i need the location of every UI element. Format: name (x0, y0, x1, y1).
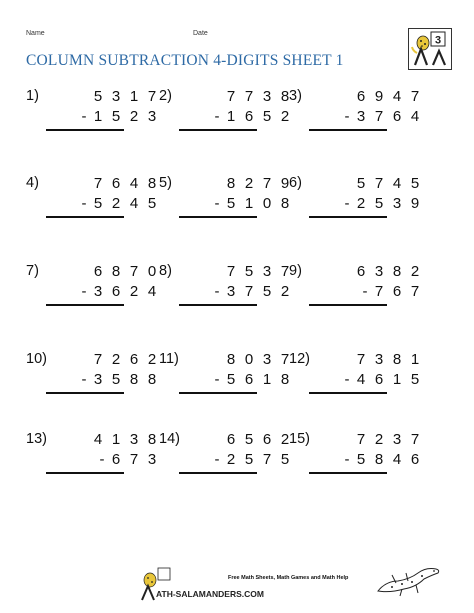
problem-number: 5) (159, 175, 172, 191)
worksheet-title: COLUMN SUBTRACTION 4-DIGITS SHEET 1 (26, 52, 344, 69)
minuend-digit: 5 (93, 88, 103, 105)
minuend-digit: 7 (226, 263, 236, 280)
subtrahend (193, 195, 289, 215)
subtrahend-digit: 5 (356, 451, 366, 468)
minuend-digit: 2 (111, 351, 121, 368)
minus-sign: - (344, 108, 350, 125)
subtrahend (60, 371, 156, 391)
problem-number: 8) (159, 263, 172, 279)
problem-14 (159, 423, 289, 483)
minus-sign: - (214, 195, 220, 212)
minuend-digit: 1 (129, 88, 139, 105)
name-label: Name (26, 30, 45, 37)
salamander-illustration (372, 563, 444, 604)
minuend-digit: 3 (374, 351, 384, 368)
subtrahend-digit: 1 (244, 195, 254, 212)
minuend (60, 88, 156, 108)
subtrahend-digit: 3 (147, 451, 157, 468)
date-label: Date (193, 30, 208, 37)
minuend (323, 88, 419, 108)
minuend-digit: 4 (129, 175, 139, 192)
problem-number: 4) (26, 175, 39, 191)
subtrahend-digit: 4 (147, 283, 157, 300)
minuend (60, 175, 156, 195)
answer-line (309, 392, 387, 394)
minuend-digit: 1 (111, 431, 121, 448)
subtrahend-digit: 2 (280, 108, 290, 125)
minuend (193, 175, 289, 195)
minuend-digit: 8 (147, 431, 157, 448)
minuend-digit: 5 (410, 175, 420, 192)
problem-number: 2) (159, 88, 172, 104)
minuend (60, 431, 156, 451)
subtrahend-digit: 2 (111, 195, 121, 212)
problem-10 (26, 343, 156, 403)
minuend (323, 431, 419, 451)
footer-brand-text: ATH-SALAMANDERS.COM (156, 589, 264, 599)
minuend-digit: 8 (392, 263, 402, 280)
subtrahend-digit: 4 (129, 195, 139, 212)
problem-number: 10) (26, 351, 47, 367)
subtrahend-digit: 6 (392, 108, 402, 125)
minus-sign: - (362, 283, 368, 300)
minuend-digit: 3 (374, 263, 384, 280)
subtrahend-digit: 8 (374, 451, 384, 468)
minuend-digit: 6 (356, 263, 366, 280)
minuend-digit: 7 (129, 263, 139, 280)
minuend-digit: 5 (244, 431, 254, 448)
subtrahend-digit: 2 (226, 451, 236, 468)
problem-6 (289, 167, 419, 227)
minuend-digit: 7 (374, 175, 384, 192)
math-salamanders-brand-icon (140, 566, 264, 602)
subtrahend-digit: 1 (262, 371, 272, 388)
problem-number: 12) (289, 351, 310, 367)
subtrahend (193, 108, 289, 128)
minuend-digit: 5 (244, 263, 254, 280)
subtrahend-digit: 0 (262, 195, 272, 212)
minus-sign: - (214, 371, 220, 388)
minuend (193, 431, 289, 451)
footer-logo (140, 566, 264, 607)
minuend-digit: 6 (93, 263, 103, 280)
subtrahend (323, 283, 419, 303)
subtrahend-digit: 5 (111, 108, 121, 125)
answer-line (309, 129, 387, 131)
subtrahend-digit: 5 (374, 195, 384, 212)
minuend-digit: 7 (356, 431, 366, 448)
minuend-digit: 8 (226, 175, 236, 192)
answer-line (179, 472, 257, 474)
answer-line (46, 129, 124, 131)
minuend-digit: 1 (410, 351, 420, 368)
subtrahend-digit: 2 (129, 108, 139, 125)
subtrahend (323, 195, 419, 215)
subtrahend-digit: 5 (226, 371, 236, 388)
minus-sign: - (81, 371, 87, 388)
minuend-digit: 2 (244, 175, 254, 192)
subtrahend-digit: 2 (129, 283, 139, 300)
subtrahend (60, 108, 156, 128)
minuend (193, 351, 289, 371)
minus-sign: - (81, 108, 87, 125)
answer-line (179, 129, 257, 131)
minuend-digit: 6 (262, 431, 272, 448)
problem-13 (26, 423, 156, 483)
subtrahend (193, 283, 289, 303)
minus-sign: - (344, 371, 350, 388)
problem-9 (289, 255, 419, 315)
subtrahend-digit: 7 (374, 108, 384, 125)
minuend-digit: 3 (262, 351, 272, 368)
minuend-digit: 7 (262, 175, 272, 192)
subtrahend-digit: 8 (280, 371, 290, 388)
subtrahend-digit: 1 (93, 108, 103, 125)
minuend-digit: 8 (226, 351, 236, 368)
minuend-digit: 2 (374, 431, 384, 448)
problem-number: 6) (289, 175, 302, 191)
answer-line (179, 392, 257, 394)
minuend-digit: 3 (111, 88, 121, 105)
problem-number: 9) (289, 263, 302, 279)
subtrahend-digit: 1 (392, 371, 402, 388)
subtrahend-digit: 7 (410, 283, 420, 300)
minuend-digit: 7 (410, 88, 420, 105)
minuend-digit: 6 (111, 175, 121, 192)
subtrahend-digit: 3 (93, 283, 103, 300)
subtrahend-digit: 7 (129, 451, 139, 468)
problem-number: 11) (159, 351, 179, 367)
minuend-digit: 7 (93, 175, 103, 192)
subtrahend-digit: 6 (392, 283, 402, 300)
subtrahend-digit: 3 (226, 283, 236, 300)
minuend-digit: 8 (392, 351, 402, 368)
problem-number: 1) (26, 88, 39, 104)
minuend-digit: 4 (93, 431, 103, 448)
answer-line (46, 472, 124, 474)
problem-12 (289, 343, 419, 403)
minuend (193, 88, 289, 108)
subtrahend-digit: 5 (147, 195, 157, 212)
minuend (193, 263, 289, 283)
minuend-digit: 9 (280, 175, 290, 192)
minuend-digit: 7 (280, 263, 290, 280)
answer-line (46, 216, 124, 218)
subtrahend-digit: 6 (374, 371, 384, 388)
minus-sign: - (99, 451, 105, 468)
minuend-digit: 3 (129, 431, 139, 448)
problem-4 (26, 167, 156, 227)
answer-line (46, 392, 124, 394)
subtrahend-digit: 8 (280, 195, 290, 212)
minuend-digit: 7 (147, 88, 157, 105)
subtrahend-digit: 5 (262, 108, 272, 125)
minuend-digit: 7 (356, 351, 366, 368)
subtrahend-digit: 1 (226, 108, 236, 125)
minuend-digit: 8 (111, 263, 121, 280)
minuend-digit: 7 (226, 88, 236, 105)
minus-sign: - (81, 283, 87, 300)
minuend-digit: 4 (392, 88, 402, 105)
problem-15 (289, 423, 419, 483)
subtrahend-digit: 6 (244, 108, 254, 125)
problem-8 (159, 255, 289, 315)
problem-number: 15) (289, 431, 310, 447)
subtrahend-digit: 2 (280, 283, 290, 300)
minuend-digit: 6 (129, 351, 139, 368)
subtrahend (60, 283, 156, 303)
minuend-digit: 5 (356, 175, 366, 192)
minuend-digit: 8 (280, 88, 290, 105)
subtrahend (193, 451, 289, 471)
minuend (60, 351, 156, 371)
footer-tagline: Free Math Sheets, Math Games and Math Help (228, 575, 349, 581)
minus-sign: - (344, 195, 350, 212)
subtrahend-digit: 6 (410, 451, 420, 468)
subtrahend-digit: 8 (129, 371, 139, 388)
salamander-badge-icon (409, 29, 450, 68)
minuend-digit: 2 (410, 263, 420, 280)
minuend-digit: 3 (262, 88, 272, 105)
minuend-digit: 2 (147, 351, 157, 368)
problem-7 (26, 255, 156, 315)
subtrahend-digit: 6 (111, 451, 121, 468)
subtrahend-digit: 3 (93, 371, 103, 388)
subtrahend (323, 451, 419, 471)
subtrahend-digit: 5 (244, 451, 254, 468)
minus-sign: - (214, 108, 220, 125)
subtrahend-digit: 7 (374, 283, 384, 300)
answer-line (179, 216, 257, 218)
subtrahend-digit: 3 (392, 195, 402, 212)
subtrahend-digit: 4 (410, 108, 420, 125)
minuend-digit: 7 (244, 88, 254, 105)
answer-line (309, 216, 387, 218)
minuend-digit: 7 (280, 351, 290, 368)
subtrahend-digit: 4 (356, 371, 366, 388)
minuend (323, 263, 419, 283)
subtrahend-digit: 7 (262, 451, 272, 468)
subtrahend-digit: 7 (244, 283, 254, 300)
subtrahend-digit: 4 (392, 451, 402, 468)
minuend (323, 351, 419, 371)
answer-line (46, 304, 124, 306)
minuend-digit: 3 (392, 431, 402, 448)
subtrahend-digit: 3 (147, 108, 157, 125)
minuend-digit: 8 (147, 175, 157, 192)
grade-badge-text: 3 (434, 34, 442, 47)
minuend-digit: 7 (93, 351, 103, 368)
subtrahend-digit: 5 (111, 371, 121, 388)
problem-number: 3) (289, 88, 302, 104)
subtrahend-digit: 9 (410, 195, 420, 212)
subtrahend-digit: 6 (111, 283, 121, 300)
minus-sign: - (214, 451, 220, 468)
subtrahend-digit: 5 (226, 195, 236, 212)
minus-sign: - (214, 283, 220, 300)
subtrahend-digit: 3 (356, 108, 366, 125)
problem-11 (159, 343, 289, 403)
answer-line (179, 304, 257, 306)
math-salamanders-logo (408, 28, 452, 70)
problem-1 (26, 80, 156, 140)
minuend-digit: 0 (147, 263, 157, 280)
minuend-digit: 6 (226, 431, 236, 448)
problem-2 (159, 80, 289, 140)
subtrahend-digit: 8 (147, 371, 157, 388)
minuend-digit: 2 (280, 431, 290, 448)
subtrahend (323, 108, 419, 128)
minuend-digit: 0 (244, 351, 254, 368)
minuend-digit: 6 (356, 88, 366, 105)
subtrahend-digit: 5 (93, 195, 103, 212)
problem-3 (289, 80, 419, 140)
minuend-digit: 7 (410, 431, 420, 448)
problem-5 (159, 167, 289, 227)
minuend-digit: 4 (392, 175, 402, 192)
subtrahend (323, 371, 419, 391)
minuend-digit: 3 (262, 263, 272, 280)
subtrahend-digit: 5 (262, 283, 272, 300)
subtrahend-digit: 5 (410, 371, 420, 388)
minus-sign: - (81, 195, 87, 212)
subtrahend (193, 371, 289, 391)
problem-number: 13) (26, 431, 47, 447)
problem-number: 7) (26, 263, 39, 279)
subtrahend (60, 451, 156, 471)
minuend-digit: 9 (374, 88, 384, 105)
salamander-icon (372, 563, 444, 599)
answer-line (309, 304, 387, 306)
minuend (323, 175, 419, 195)
problem-number: 14) (159, 431, 180, 447)
subtrahend (60, 195, 156, 215)
subtrahend-digit: 2 (356, 195, 366, 212)
subtrahend-digit: 5 (280, 451, 290, 468)
minus-sign: - (344, 451, 350, 468)
problem-grid (26, 80, 456, 480)
minuend (60, 263, 156, 283)
subtrahend-digit: 6 (244, 371, 254, 388)
answer-line (309, 472, 387, 474)
